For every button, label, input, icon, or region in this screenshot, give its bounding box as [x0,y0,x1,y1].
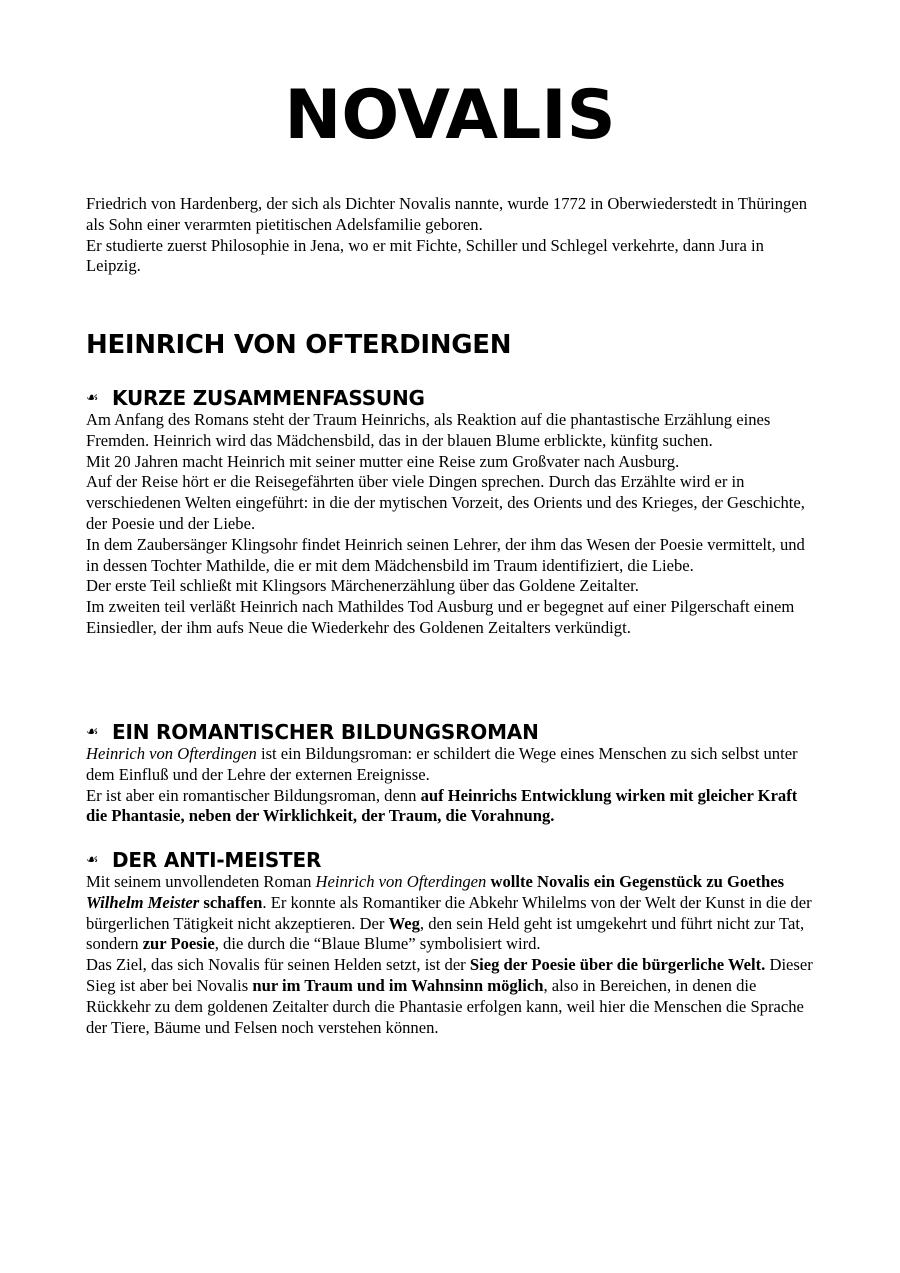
section-heading-text: EIN ROMANTISCHER BILDUNGSROMAN [112,720,539,744]
paragraph [86,955,821,1038]
section-summary [86,386,821,639]
text: ist ein Bildungsroman: er schildert die Wege eines Menschen zu sich selbst unter dem Einfluß und der Lehre der externen Ereignisse. [86,744,798,784]
text: Dieser Sieg ist aber bei Novalis [86,955,813,995]
intro-paragraph [86,194,821,277]
text: Mit seinem unvollendeten Roman [86,872,316,891]
bold-text: zur Poesie [142,934,215,954]
paragraph: In dem Zaubersänger Klingsohr findet Heinrich seinen Lehrer, der ihm das Wesen der Poesie vermittelt, und in dessen Tochter Mathilde, die er mit dem Mädchensbild im Traum identifiziert, die Liebe. [86,534,805,575]
fleuron-bullet-icon: ☙ [86,724,99,740]
text: , die durch die “Blaue Blume” symbolisiert wird. [214,934,541,954]
fleuron-bullet-icon: ☙ [86,390,99,406]
bold-text: Sieg der Poesie über die bürgerliche Welt. [469,955,766,975]
bold-text: Weg [388,913,420,933]
intro-line-2: Er studierte zuerst Philosophie in Jena, wo er mit Fichte, Schiller und Schlegel verkehrte, dann Jura in Leipzig. [86,235,764,276]
bold-text: schaffen [199,892,263,912]
book-title: Wilhelm Meister [86,892,200,912]
paragraph [86,872,821,955]
paragraph: Im zweiten teil verläßt Heinrich nach Mathildes Tod Ausburg und er begegnet auf einer Pilgerschaft einem Einsiedler, der ihm aufs Neue die Wiederkehr des Goldenen Zeitalters verkündigt. [86,597,795,637]
document-title: NOVALIS [284,76,616,155]
section-body [86,872,821,1038]
paragraph [86,786,821,828]
section-heading-text: DER ANTI-MEISTER [112,848,322,872]
section-body [86,744,821,827]
bold-text: auf Heinrichs Entwicklung wirken mit gleicher Kraft die Phantasie, neben der Wirklichkeit, der Traum, die Vorahnung. [86,785,798,826]
text: Das Ziel, das sich Novalis für seinen Helden setzt, ist der [86,955,470,975]
paragraph: Auf der Reise hört er die Reisegefährten über viele Dingen sprechen. Durch das Erzählte wird er in verschiedenen Welten eingeführt: in die der mytischen Vorzeit, des Orients und des Krieges, der Geschichte, der Poesie und der Liebe. [86,472,805,533]
book-title: Heinrich von Ofterdingen [86,744,257,763]
section-heading [86,720,821,744]
text: , also in Bereichen, in denen die Rückkehr zu dem goldenen Zeitalter durch die Phantasie erfolgen kann, weil hier die Menschen die Sprache der Tiere, Bäume und Felsen noch verstehen können. [86,975,804,1037]
book-title: Heinrich von Ofterdingen [315,872,487,891]
section-heading [86,848,821,872]
fleuron-bullet-icon: ☙ [86,852,99,868]
section-heading [86,386,821,410]
section-body [86,410,821,639]
bold-text: wollte Novalis ein Gegenstück zu Goethes [486,872,785,891]
paragraph: Mit 20 Jahren macht Heinrich mit seiner mutter eine Reise zum Großvater nach Ausburg. [86,451,680,471]
paragraph [86,744,821,786]
section-bildungsroman [86,720,821,827]
paragraph: Am Anfang des Romans steht der Traum Heinrichs, als Reaktion auf die phantastische Erzählung eines Fremden. Heinrich wird das Mädchensbild, das in der blauen Blume erblickte, künfitg suchen. [86,410,771,450]
bold-text: nur im Traum und im Wahnsinn möglich [252,975,544,995]
paragraph: Der erste Teil schließt mit Klingsors Märchenerzählung über das Goldene Zeitalter. [86,576,639,596]
section-heading-text: KURZE ZUSAMMENFASSUNG [112,386,425,410]
section-anti-meister [86,848,821,1038]
text: . Er konnte als Romantiker die Abkehr Whilelms von der Welt der Kunst in die der bürgerlichen Tätigkeit nicht akzeptieren. Der [86,892,812,933]
main-heading: HEINRICH VON OFTERDINGEN [86,330,512,360]
text: Er ist aber ein romantischer Bildungsroman, denn [86,785,421,805]
text: , den sein Held geht ist umgekehrt und führt nicht zur Tat, sondern [86,913,805,954]
intro-line-1: Friedrich von Hardenberg, der sich als Dichter Novalis nannte, wurde 1772 in Oberwiederstedt in Thüringen als Sohn einer verarmten pietitischen Adelsfamilie geboren. [86,194,808,234]
